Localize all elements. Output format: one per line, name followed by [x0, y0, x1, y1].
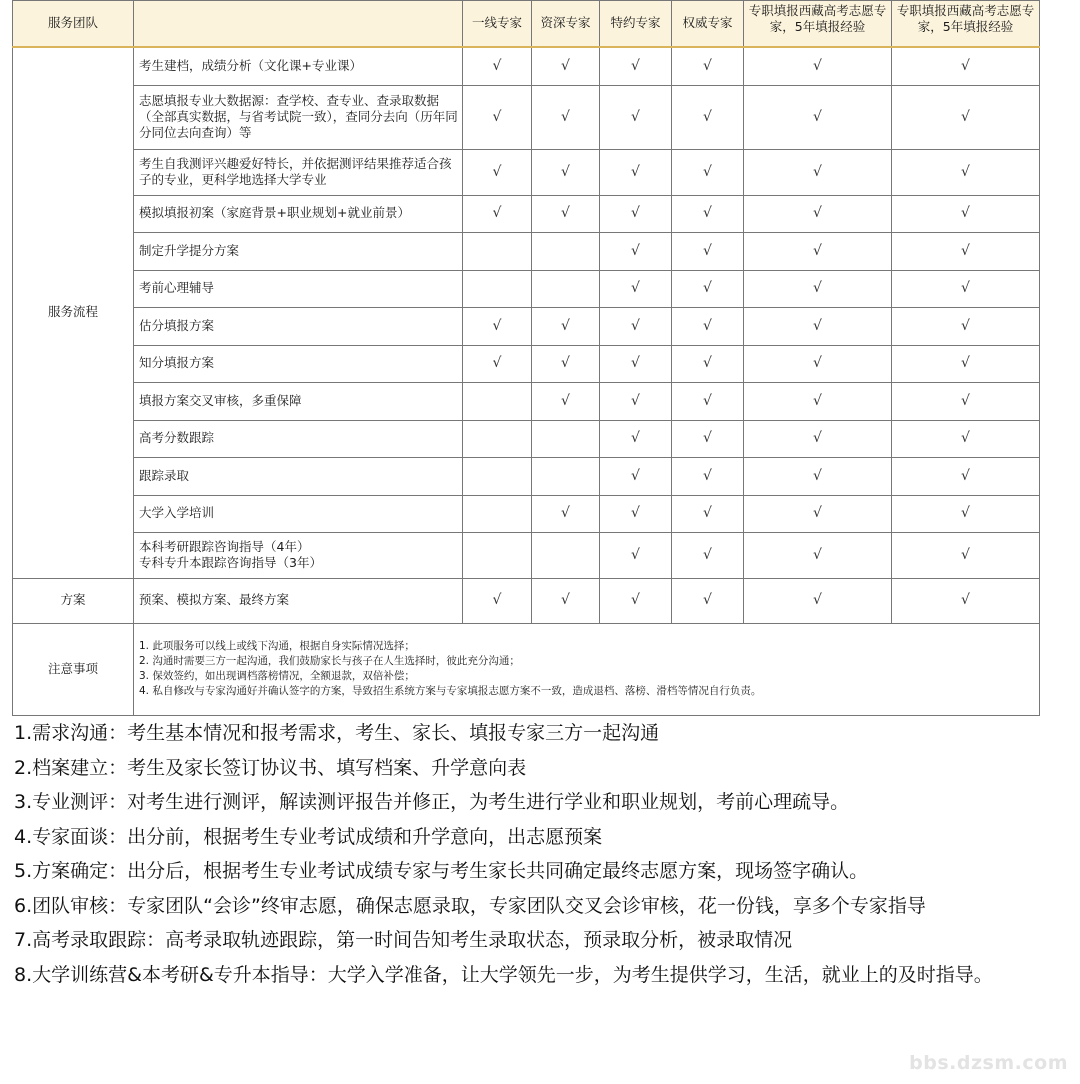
check-mark-icon: √	[532, 495, 600, 532]
service-item-label: 本科考研跟踪咨询指导（4年） 专科专升本跟踪咨询指导（3年）	[134, 532, 463, 578]
table-row	[13, 232, 1040, 270]
check-mark-icon: √	[892, 149, 1040, 195]
check-mark-icon: √	[532, 578, 600, 623]
check-mark-icon: √	[532, 307, 600, 345]
check-mark-icon: √	[744, 578, 892, 623]
table-header-row	[13, 1, 1040, 48]
service-item-label: 预案、模拟方案、最终方案	[134, 578, 463, 623]
table-row	[13, 85, 1040, 149]
check-mark-icon: √	[532, 149, 600, 195]
empty-cell	[532, 232, 600, 270]
service-item-label: 考生自我测评兴趣爱好特长，并依据测评结果推荐适合孩子的专业，更科学地选择大学专业	[134, 149, 463, 195]
service-item-label: 大学入学培训	[134, 495, 463, 532]
service-item-label: 志愿填报专业大数据源：查学校、查专业、查录取数据（全部真实数据，与省考试院一致），查同分去向（历年同分同位去向查询）等	[134, 85, 463, 149]
check-mark-icon: √	[463, 47, 532, 85]
empty-cell	[463, 382, 532, 420]
check-mark-icon: √	[672, 270, 744, 307]
service-sheet	[12, 0, 1039, 716]
check-mark-icon: √	[532, 345, 600, 382]
team-header: 服务团队	[13, 1, 134, 48]
check-mark-icon: √	[600, 195, 672, 232]
check-mark-icon: √	[744, 149, 892, 195]
check-mark-icon: √	[892, 195, 1040, 232]
empty-cell	[463, 495, 532, 532]
check-mark-icon: √	[672, 85, 744, 149]
table-row	[13, 623, 1040, 715]
check-mark-icon: √	[463, 149, 532, 195]
table-row	[13, 495, 1040, 532]
step-item: 1.需求沟通：考生基本情况和报考需求，考生、家长、填报专家三方一起沟通	[14, 722, 660, 744]
check-mark-icon: √	[892, 47, 1040, 85]
service-item-label: 高考分数跟踪	[134, 420, 463, 457]
column-header: 特约专家	[600, 1, 672, 48]
step-item: 7.高考录取跟踪：高考录取轨迹跟踪，第一时间告知考生录取状态，预录取分析，被录取情况	[14, 929, 793, 951]
table-row	[13, 149, 1040, 195]
step-item: 6.团队审核：专家团队“会诊”终审志愿，确保志愿录取，专家团队交叉会诊审核，花一份钱，享多个专家指导	[14, 894, 926, 917]
column-header: 权威专家	[672, 1, 744, 48]
check-mark-icon: √	[892, 232, 1040, 270]
group-label: 注意事项	[13, 623, 134, 715]
check-mark-icon: √	[463, 307, 532, 345]
empty-cell	[532, 420, 600, 457]
check-mark-icon: √	[672, 532, 744, 578]
check-mark-icon: √	[892, 420, 1040, 457]
check-mark-icon: √	[600, 420, 672, 457]
check-mark-icon: √	[600, 495, 672, 532]
service-item-label: 考前心理辅导	[134, 270, 463, 307]
check-mark-icon: √	[463, 85, 532, 149]
check-mark-icon: √	[744, 85, 892, 149]
check-mark-icon: √	[672, 578, 744, 623]
service-item-label: 填报方案交叉审核，多重保障	[134, 382, 463, 420]
check-mark-icon: √	[744, 307, 892, 345]
table-row	[13, 270, 1040, 307]
service-item-label: 知分填报方案	[134, 345, 463, 382]
check-mark-icon: √	[672, 457, 744, 495]
empty-cell	[463, 532, 532, 578]
table-row	[13, 382, 1040, 420]
check-mark-icon: √	[744, 457, 892, 495]
check-mark-icon: √	[892, 495, 1040, 532]
check-mark-icon: √	[532, 382, 600, 420]
item-header	[134, 1, 463, 48]
empty-cell	[532, 270, 600, 307]
check-mark-icon: √	[744, 345, 892, 382]
table-row	[13, 420, 1040, 457]
check-mark-icon: √	[463, 195, 532, 232]
check-mark-icon: √	[892, 307, 1040, 345]
table-row	[13, 307, 1040, 345]
check-mark-icon: √	[600, 382, 672, 420]
check-mark-icon: √	[672, 195, 744, 232]
empty-cell	[463, 420, 532, 457]
check-mark-icon: √	[532, 47, 600, 85]
check-mark-icon: √	[600, 457, 672, 495]
table-row	[13, 47, 1040, 85]
table-row	[13, 195, 1040, 232]
table-row	[13, 532, 1040, 578]
check-mark-icon: √	[744, 420, 892, 457]
service-item-label: 制定升学提分方案	[134, 232, 463, 270]
check-mark-icon: √	[672, 47, 744, 85]
check-mark-icon: √	[892, 270, 1040, 307]
check-mark-icon: √	[532, 195, 600, 232]
check-mark-icon: √	[744, 532, 892, 578]
note-line: 3. 保效签约，如出现调档落榜情况，全额退款，双倍补偿；	[139, 670, 415, 682]
check-mark-icon: √	[600, 532, 672, 578]
column-header: 一线专家	[463, 1, 532, 48]
table-row	[13, 578, 1040, 623]
table-row	[13, 345, 1040, 382]
check-mark-icon: √	[672, 420, 744, 457]
check-mark-icon: √	[892, 382, 1040, 420]
check-mark-icon: √	[672, 495, 744, 532]
check-mark-icon: √	[463, 578, 532, 623]
check-mark-icon: √	[892, 578, 1040, 623]
group-label: 服务流程	[13, 47, 134, 578]
note-line: 4. 私自修改与专家沟通好并确认签字的方案，导致招生系统方案与专家填报志愿方案不一致，造成退档、落榜、滑档等情况自行负责。	[139, 684, 762, 697]
column-header: 资深专家	[532, 1, 600, 48]
note-line: 1. 此项服务可以线上或线下沟通，根据自身实际情况选择；	[139, 640, 415, 653]
check-mark-icon: √	[744, 382, 892, 420]
check-mark-icon: √	[672, 149, 744, 195]
table-row	[13, 457, 1040, 495]
check-mark-icon: √	[600, 149, 672, 195]
check-mark-icon: √	[672, 307, 744, 345]
step-item: 8.大学训练营&本考研&专升本指导：大学入学准备，让大学领先一步，为考生提供学习，生活，就业上的及时指导。	[14, 963, 993, 986]
check-mark-icon: √	[744, 270, 892, 307]
service-item-label: 跟踪录取	[134, 457, 463, 495]
check-mark-icon: √	[672, 232, 744, 270]
check-mark-icon: √	[672, 382, 744, 420]
check-mark-icon: √	[600, 232, 672, 270]
check-mark-icon: √	[600, 307, 672, 345]
check-mark-icon: √	[744, 195, 892, 232]
service-item-label: 模拟填报初案（家庭背景+职业规划+就业前景）	[134, 195, 463, 232]
service-table	[12, 0, 1040, 716]
service-item-label: 考生建档，成绩分析（文化课+专业课）	[134, 47, 463, 85]
check-mark-icon: √	[600, 85, 672, 149]
process-steps	[14, 716, 1054, 992]
check-mark-icon: √	[600, 345, 672, 382]
check-mark-icon: √	[463, 345, 532, 382]
step-item: 5.方案确定：出分后，根据考生专业考试成绩专家与考生家长共同确定最终志愿方案，现场签字确认。	[14, 860, 869, 882]
check-mark-icon: √	[892, 345, 1040, 382]
notes-cell	[134, 623, 1040, 715]
empty-cell	[463, 457, 532, 495]
step-item: 4.专家面谈：出分前，根据考生专业考试成绩和升学意向，出志愿预案	[14, 825, 603, 848]
step-item: 2.档案建立：考生及家长签订协议书、填写档案、升学意向表	[14, 756, 527, 779]
empty-cell	[532, 457, 600, 495]
check-mark-icon: √	[600, 578, 672, 623]
column-header: 专职填报西藏高考志愿专家，5年填报经验	[892, 1, 1040, 48]
empty-cell	[463, 232, 532, 270]
check-mark-icon: √	[672, 345, 744, 382]
empty-cell	[463, 270, 532, 307]
check-mark-icon: √	[744, 232, 892, 270]
service-item-label: 估分填报方案	[134, 307, 463, 345]
empty-cell	[532, 532, 600, 578]
check-mark-icon: √	[532, 85, 600, 149]
check-mark-icon: √	[744, 47, 892, 85]
step-item: 3.专业测评：对考生进行测评，解读测评报告并修正，为考生进行学业和职业规划，考前心理疏导。	[14, 791, 850, 813]
check-mark-icon: √	[600, 270, 672, 307]
watermark: bbs.dzsm.com	[909, 1052, 1068, 1074]
check-mark-icon: √	[744, 495, 892, 532]
check-mark-icon: √	[892, 457, 1040, 495]
check-mark-icon: √	[892, 85, 1040, 149]
check-mark-icon: √	[600, 47, 672, 85]
table-body	[13, 47, 1040, 715]
note-line: 2. 沟通时需要三方一起沟通，我们鼓励家长与孩子在人生选择时，彼此充分沟通；	[139, 655, 520, 668]
check-mark-icon: √	[892, 532, 1040, 578]
column-header: 专职填报西藏高考志愿专家，5年填报经验	[744, 1, 892, 48]
group-label: 方案	[13, 578, 134, 623]
